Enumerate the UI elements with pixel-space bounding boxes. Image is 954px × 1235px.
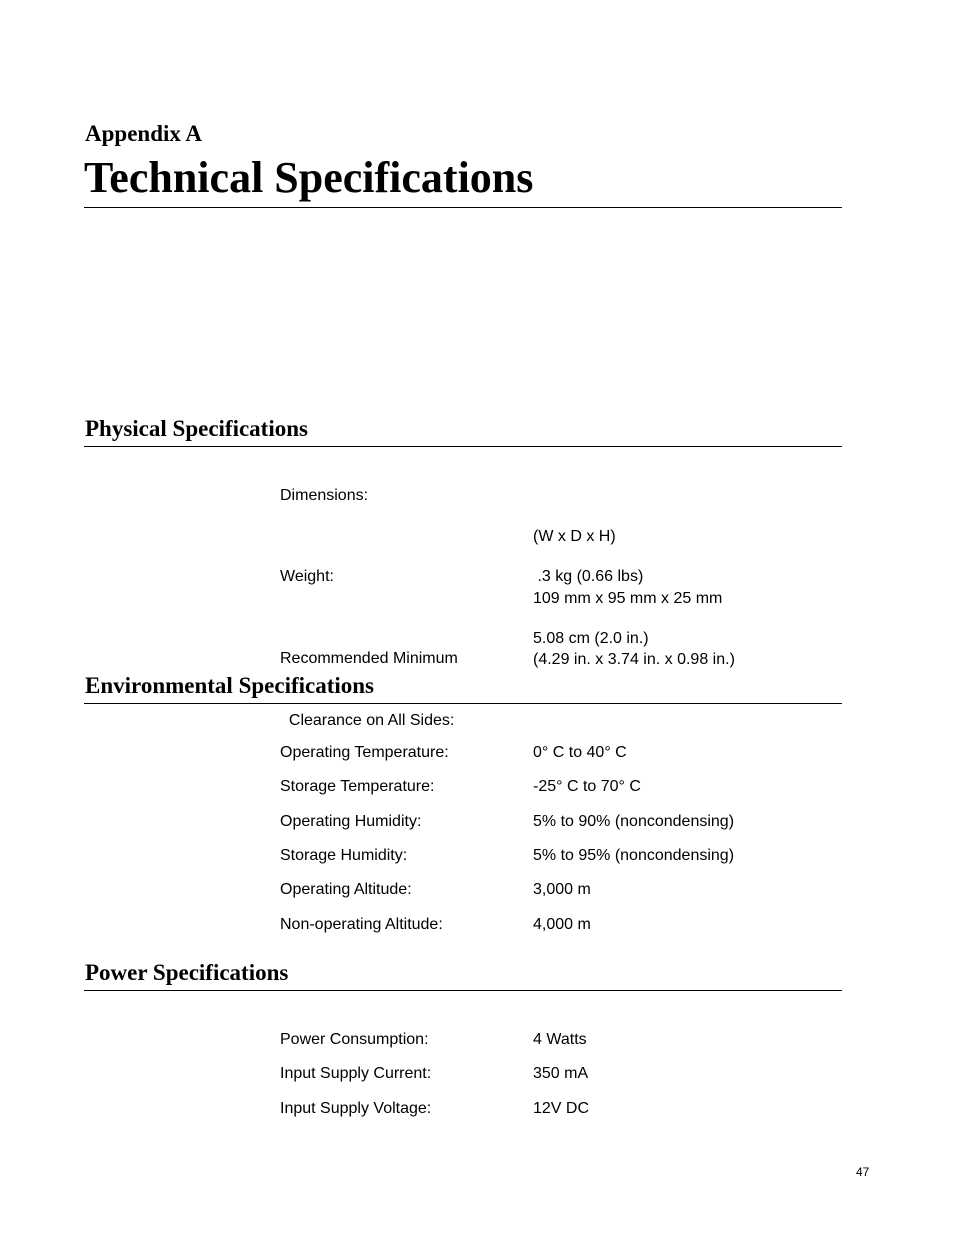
spec-label: Operating Altitude:: [280, 881, 412, 898]
spec-value: 5% to 95% (noncondensing): [533, 847, 735, 864]
spec-label: Non-operating Altitude:: [280, 916, 443, 933]
spec-label: Operating Humidity:: [280, 813, 422, 830]
spec-label: Storage Temperature:: [280, 778, 435, 795]
spec-value-line: (W x D x H): [533, 528, 616, 545]
section-heading-environmental: Environmental Specifications: [85, 673, 375, 698]
section-heading-power: Power Specifications: [85, 960, 289, 985]
spec-label: Operating Temperature:: [280, 744, 449, 761]
spec-label-line: Clearance on All Sides:: [280, 711, 455, 729]
spec-value-line: 109 mm x 95 mm x 25 mm: [533, 589, 723, 607]
spec-value: -25° C to 70° C: [533, 778, 641, 795]
spec-value: 3,000 m: [533, 881, 591, 898]
spec-value: 4,000 m: [533, 916, 591, 933]
spec-value: 12V DC: [533, 1100, 590, 1117]
spec-label: Dimensions:: [280, 487, 369, 504]
title-divider: [84, 207, 842, 208]
spec-value: 5.08 cm (2.0 in.): [533, 629, 649, 647]
section-divider-physical: [84, 446, 842, 447]
appendix-label: Appendix A: [85, 121, 202, 146]
spec-label: Input Supply Current:: [280, 1065, 432, 1082]
page-title: Technical Specifications: [84, 153, 534, 202]
spec-label: Storage Humidity:: [280, 847, 408, 864]
spec-label-line: Recommended Minimum: [280, 650, 458, 667]
spec-value: [533, 486, 735, 712]
section-heading-physical: Physical Specifications: [85, 416, 308, 441]
page-number: 47: [856, 1165, 870, 1179]
spec-label: Weight:: [280, 568, 334, 585]
spec-label: Input Supply Voltage:: [280, 1100, 432, 1117]
spec-value: 4 Watts: [533, 1031, 587, 1048]
spec-value: .3 kg (0.66 lbs): [533, 568, 644, 585]
spec-value: 0° C to 40° C: [533, 744, 627, 761]
section-divider-power: [84, 990, 842, 991]
spec-value: 350 mA: [533, 1065, 589, 1082]
spec-value-line: (4.29 in. x 3.74 in. x 0.98 in.): [533, 651, 735, 668]
section-divider-environmental: [84, 703, 842, 704]
spec-value: 5% to 90% (noncondensing): [533, 813, 735, 830]
spec-label: Power Consumption:: [280, 1031, 429, 1048]
